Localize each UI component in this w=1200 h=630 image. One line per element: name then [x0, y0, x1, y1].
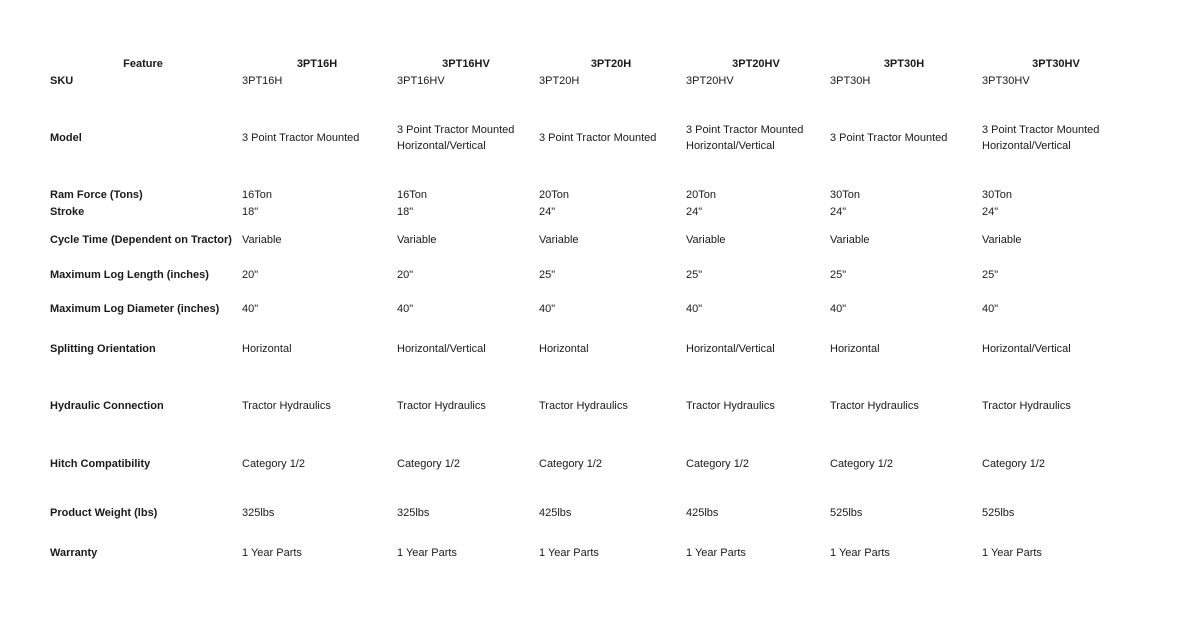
table-cell: 525lbs — [830, 507, 863, 519]
table-cell: 1 Year Parts — [830, 547, 890, 559]
table-cell: 40" — [830, 303, 847, 315]
table-cell: 1 Year Parts — [686, 547, 746, 559]
table-cell: Horizontal — [242, 343, 292, 355]
table-cell: 25" — [686, 269, 703, 281]
table-cell: Horizontal/Vertical — [397, 343, 486, 355]
table-cell: 3PT20HV — [686, 75, 734, 87]
table-cell: Variable — [830, 234, 870, 246]
table-cell: 1 Year Parts — [397, 547, 457, 559]
table-cell: 40" — [242, 303, 259, 315]
table-cell: 3 Point Tractor Mounted — [982, 124, 1100, 136]
table-cell: 20" — [242, 269, 259, 281]
table-cell: 40" — [982, 303, 999, 315]
table-cell: Category 1/2 — [397, 458, 460, 470]
table-cell: 30Ton — [830, 189, 860, 201]
table-cell: Variable — [686, 234, 726, 246]
table-cell: 525lbs — [982, 507, 1015, 519]
row-label: Ram Force (Tons) — [50, 189, 143, 201]
column-header: 3PT16H — [296, 58, 338, 70]
row-label: Cycle Time (Dependent on Tractor) — [50, 234, 232, 246]
table-cell: 40" — [686, 303, 703, 315]
table-cell: Variable — [539, 234, 579, 246]
table-cell: 25" — [539, 269, 556, 281]
row-label: Hydraulic Connection — [50, 400, 164, 412]
table-cell: 3 Point Tractor Mounted — [539, 132, 657, 144]
row-label: Product Weight (lbs) — [50, 507, 158, 519]
table-cell: 325lbs — [242, 507, 275, 519]
table-cell: Tractor Hydraulics — [397, 400, 486, 412]
table-cell: 3PT20H — [539, 75, 580, 87]
table-cell: Tractor Hydraulics — [539, 400, 628, 412]
table-cell: 1 Year Parts — [539, 547, 599, 559]
table-cell: 3PT16H — [242, 75, 283, 87]
table-cell: Horizontal/Vertical — [982, 140, 1071, 152]
table-cell: 25" — [982, 269, 999, 281]
table-cell: Tractor Hydraulics — [982, 400, 1071, 412]
row-label: Maximum Log Diameter (inches) — [50, 303, 220, 315]
table-cell: Horizontal/Vertical — [982, 343, 1071, 355]
table-cell: 3 Point Tractor Mounted — [242, 132, 360, 144]
row-label: Splitting Orientation — [50, 343, 156, 355]
row-label: Model — [50, 132, 82, 144]
table-cell: 24" — [830, 206, 847, 218]
column-header: 3PT30H — [883, 58, 925, 70]
table-cell: Horizontal/Vertical — [397, 140, 486, 152]
table-cell: 425lbs — [539, 507, 572, 519]
table-cell: 3 Point Tractor Mounted — [397, 124, 515, 136]
table-cell: Variable — [242, 234, 282, 246]
table-cell: 40" — [397, 303, 414, 315]
table-cell: 25" — [830, 269, 847, 281]
table-cell: 20" — [397, 269, 414, 281]
table-cell: 20Ton — [686, 189, 716, 201]
row-label: Maximum Log Length (inches) — [50, 269, 209, 281]
table-cell: 18" — [242, 206, 259, 218]
table-cell: 18" — [397, 206, 414, 218]
table-cell: Category 1/2 — [539, 458, 602, 470]
table-cell: 20Ton — [539, 189, 569, 201]
row-label: Stroke — [50, 206, 85, 218]
column-header: 3PT16HV — [442, 58, 490, 70]
table-cell: Category 1/2 — [982, 458, 1045, 470]
table-cell: 24" — [686, 206, 703, 218]
table-cell: 1 Year Parts — [242, 547, 302, 559]
column-header: Feature — [123, 58, 163, 70]
table-cell: 3PT16HV — [397, 75, 445, 87]
row-label: SKU — [50, 75, 74, 87]
table-cell: Horizontal — [539, 343, 589, 355]
table-cell: Horizontal/Vertical — [686, 140, 775, 152]
column-header: 3PT20HV — [732, 58, 780, 70]
table-cell: Horizontal — [830, 343, 880, 355]
table-cell: 3 Point Tractor Mounted — [830, 132, 948, 144]
row-label: Warranty — [50, 547, 98, 559]
table-cell: 40" — [539, 303, 556, 315]
table-cell: Tractor Hydraulics — [830, 400, 919, 412]
table-cell: Horizontal/Vertical — [686, 343, 775, 355]
table-cell: 1 Year Parts — [982, 547, 1042, 559]
table-cell: 3 Point Tractor Mounted — [686, 124, 804, 136]
table-cell: 24" — [982, 206, 999, 218]
row-label: Hitch Compatibility — [50, 458, 151, 470]
column-header: 3PT30HV — [1032, 58, 1080, 70]
table-cell: 325lbs — [397, 507, 430, 519]
table-cell: 3PT30HV — [982, 75, 1030, 87]
table-cell: Variable — [397, 234, 437, 246]
table-cell: 16Ton — [397, 189, 427, 201]
table-cell: Category 1/2 — [242, 458, 305, 470]
table-cell: Variable — [982, 234, 1022, 246]
table-cell: 30Ton — [982, 189, 1012, 201]
table-cell: 3PT30H — [830, 75, 871, 87]
table-cell: 24" — [539, 206, 556, 218]
table-cell: Category 1/2 — [686, 458, 749, 470]
table-cell: 16Ton — [242, 189, 272, 201]
column-header: 3PT20H — [590, 58, 632, 70]
table-cell: Tractor Hydraulics — [686, 400, 775, 412]
table-cell: Category 1/2 — [830, 458, 893, 470]
table-cell: 425lbs — [686, 507, 719, 519]
table-cell: Tractor Hydraulics — [242, 400, 331, 412]
